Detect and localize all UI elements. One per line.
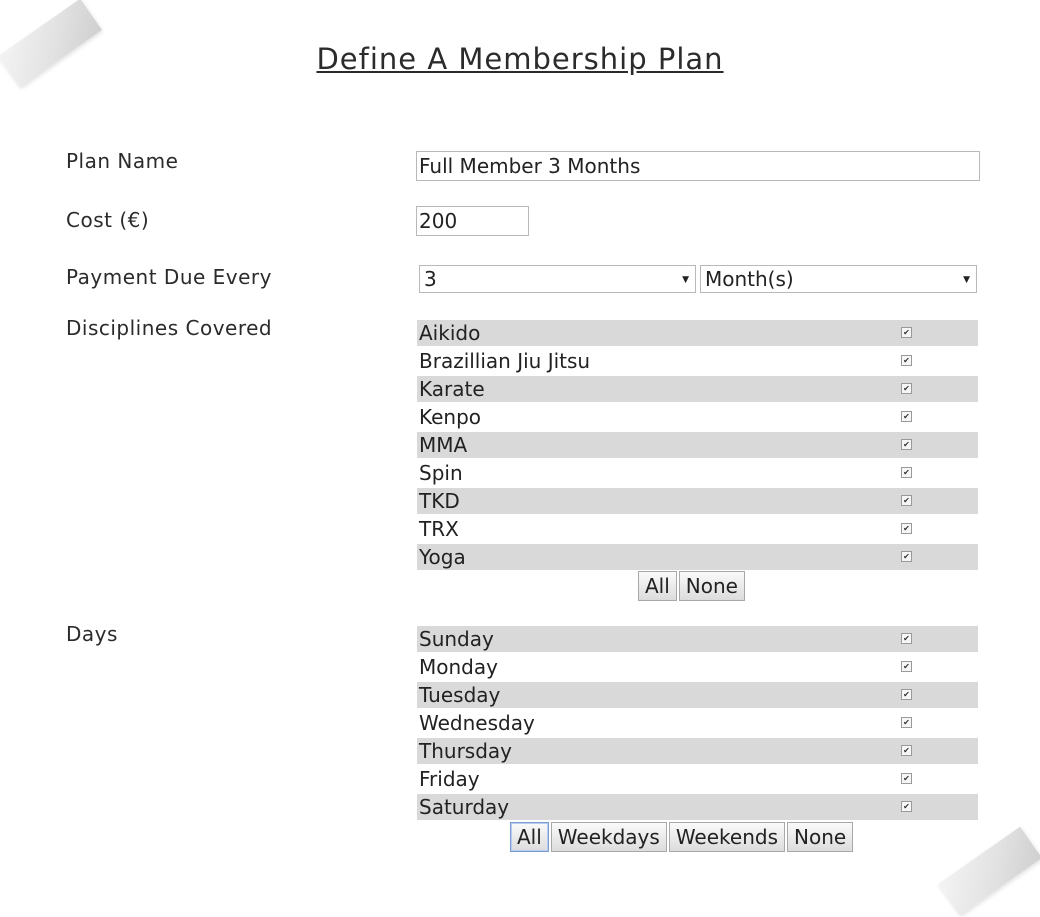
discipline-name: Karate <box>417 376 893 402</box>
list-item <box>417 320 978 348</box>
list-item <box>417 682 978 710</box>
days-button-row <box>510 822 853 852</box>
disciplines-list <box>417 320 978 572</box>
day-checkbox[interactable]: ✔ <box>901 717 912 728</box>
cost-label: Cost (€) <box>66 208 150 232</box>
payment-unit-value: Month(s) <box>705 267 794 291</box>
days-label: Days <box>66 622 118 646</box>
day-name: Monday <box>419 655 498 679</box>
discipline-name: Spin <box>419 461 463 485</box>
chevron-down-icon: ▼ <box>682 275 689 285</box>
day-name: Friday <box>419 767 480 791</box>
list-item <box>417 376 978 404</box>
discipline-checkbox[interactable]: ✔ <box>901 495 912 506</box>
day-checkbox[interactable]: ✔ <box>901 633 912 644</box>
discipline-checkbox[interactable]: ✔ <box>901 467 912 478</box>
list-item <box>417 738 978 766</box>
disciplines-button-row <box>638 571 745 601</box>
discipline-checkbox[interactable]: ✔ <box>901 355 912 366</box>
days-weekdays-button[interactable]: Weekdays <box>551 822 667 852</box>
days-none-button[interactable]: None <box>787 822 853 852</box>
list-item <box>417 544 978 572</box>
list-item <box>417 348 978 376</box>
list-item <box>417 404 978 432</box>
day-name: Sunday <box>417 626 893 652</box>
discipline-name: TRX <box>419 517 459 541</box>
day-checkbox[interactable]: ✔ <box>901 689 912 700</box>
disciplines-all-button[interactable]: All <box>638 571 677 601</box>
discipline-checkbox[interactable]: ✔ <box>901 523 912 534</box>
chevron-down-icon: ▼ <box>963 275 970 285</box>
list-item <box>417 460 978 488</box>
list-item <box>417 654 978 682</box>
discipline-name: TKD <box>417 488 893 514</box>
day-checkbox[interactable]: ✔ <box>901 661 912 672</box>
plan-name-label: Plan Name <box>66 149 179 173</box>
plan-name-input[interactable] <box>416 151 980 181</box>
day-name: Thursday <box>417 738 893 764</box>
payment-interval-value: 3 <box>424 267 437 291</box>
discipline-checkbox[interactable]: ✔ <box>901 551 912 562</box>
payment-due-label: Payment Due Every <box>66 265 272 289</box>
list-item <box>417 432 978 460</box>
list-item <box>417 766 978 794</box>
disciplines-label: Disciplines Covered <box>66 316 273 340</box>
day-checkbox[interactable]: ✔ <box>901 773 912 784</box>
days-list <box>417 626 978 822</box>
list-item <box>417 794 978 822</box>
discipline-name: Brazillian Jiu Jitsu <box>419 349 591 373</box>
discipline-checkbox[interactable]: ✔ <box>901 411 912 422</box>
day-checkbox[interactable]: ✔ <box>901 745 912 756</box>
list-item <box>417 710 978 738</box>
page-title: Define A Membership Plan <box>316 42 724 76</box>
days-all-button[interactable]: All <box>510 822 549 852</box>
days-weekends-button[interactable]: Weekends <box>669 822 785 852</box>
day-name: Wednesday <box>419 711 535 735</box>
payment-unit-select[interactable] <box>700 265 977 293</box>
payment-interval-select[interactable] <box>419 265 696 293</box>
tape-corner-bottom-right <box>938 827 1040 915</box>
discipline-name: Yoga <box>417 544 893 570</box>
discipline-name: Aikido <box>417 320 893 346</box>
discipline-checkbox[interactable]: ✔ <box>901 327 912 338</box>
discipline-name: Kenpo <box>419 405 482 429</box>
discipline-checkbox[interactable]: ✔ <box>901 439 912 450</box>
discipline-name: MMA <box>417 432 893 458</box>
list-item <box>417 488 978 516</box>
disciplines-none-button[interactable]: None <box>679 571 745 601</box>
day-name: Tuesday <box>417 682 893 708</box>
list-item <box>417 516 978 544</box>
day-checkbox[interactable]: ✔ <box>901 801 912 812</box>
discipline-checkbox[interactable]: ✔ <box>901 383 912 394</box>
day-name: Saturday <box>417 794 893 820</box>
cost-input[interactable] <box>416 206 529 236</box>
list-item <box>417 626 978 654</box>
